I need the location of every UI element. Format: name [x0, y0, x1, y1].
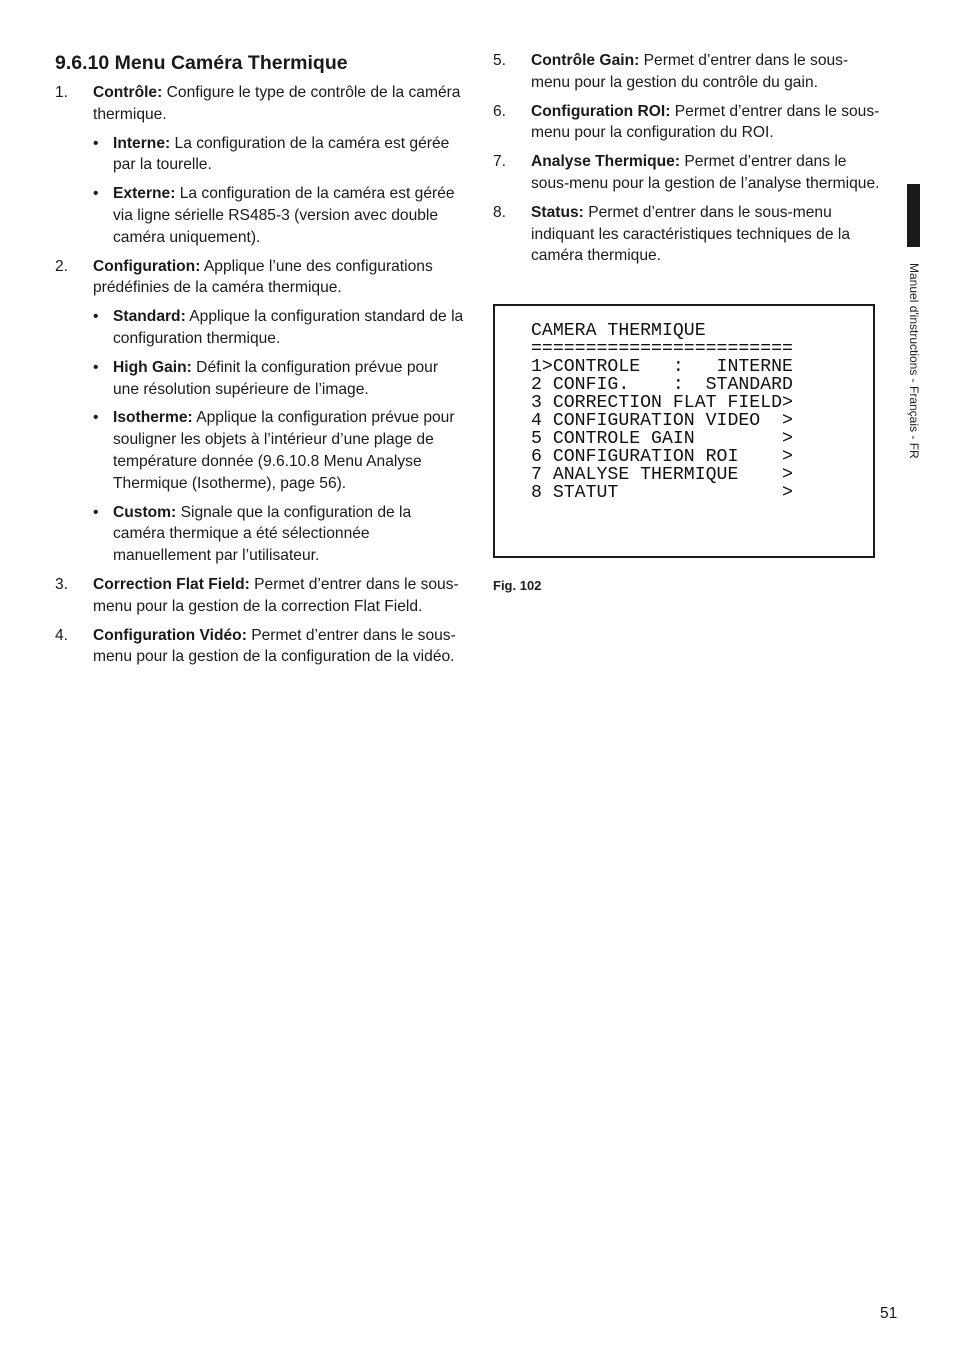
item-number: 5. [493, 52, 507, 69]
item-label: Contrôle Gain: [531, 52, 640, 69]
list-item-configuration-roi [493, 101, 883, 145]
config-sublist [93, 306, 465, 567]
screen-line: 4 CONFIGURATION VIDEO > [531, 411, 793, 431]
bullet-label: Isotherme: [113, 409, 193, 427]
osd-menu-screen [493, 304, 875, 558]
screen-separator: ======================== [531, 339, 793, 359]
item-number: 2. [55, 257, 69, 275]
item-number: 7. [493, 153, 507, 171]
page-number: 51 [880, 1305, 898, 1322]
screen-line: 1>CONTROLE : INTERNE [531, 357, 793, 377]
side-tab-marker [907, 184, 920, 247]
item-text: Permet d’entrer dans le sous-menu pour la gestion de la configuration de la vidéo. [93, 626, 456, 666]
item-text: Permet d’entrer dans le sous-menu pour la gestion du contrôle du gain. [531, 52, 849, 91]
list-item-controle-gain [493, 50, 883, 94]
bullet-label: Interne: [113, 134, 171, 152]
screen-line: 6 CONFIGURATION ROI > [531, 447, 793, 467]
bullet-icon: • [93, 503, 99, 521]
bullet-label: Standard: [113, 308, 186, 326]
list-item-controle [55, 82, 465, 249]
bullet-item [93, 502, 465, 567]
item-number: 3. [55, 575, 69, 593]
item-number: 1. [55, 84, 69, 101]
list-item-correction-flat-field [55, 574, 465, 618]
screen-title: CAMERA THERMIQUE [531, 321, 706, 341]
bullet-item [93, 357, 465, 401]
bullet-text: Signale que la configuration de la caméra thermique a été sélectionnée manuellement par l’utilisateur. [113, 503, 412, 565]
section-heading: 9.6.10 Menu Caméra Thermique [55, 52, 348, 74]
list-item-status [493, 202, 883, 267]
item-number: 6. [493, 102, 507, 120]
item-number: 4. [55, 626, 69, 644]
item-label: Configuration: [93, 257, 201, 275]
bullet-text: Applique la configuration standard de la configuration thermique. [113, 308, 464, 347]
controle-sublist [93, 133, 465, 249]
list-item-analyse-thermique [493, 151, 883, 195]
item-text: Permet d’entrer dans le sous-menu pour la gestion de la correction Flat Field. [93, 575, 459, 615]
bullet-text: La configuration de la caméra est gérée via ligne sérielle RS485-3 (version avec double caméra uniquement). [113, 185, 455, 246]
item-label: Configuration ROI: [531, 102, 671, 120]
bullet-text: La configuration de la caméra est gérée par la tourelle. [113, 134, 450, 174]
item-label: Status: [531, 203, 584, 221]
bullet-item [93, 407, 465, 494]
bullet-icon: • [93, 308, 99, 326]
side-label: Manuel d'instructions - Français - FR [907, 263, 921, 459]
item-text: Permet d’entrer dans le sous-menu pour la configuration du ROI. [531, 102, 880, 142]
bullet-icon: • [93, 185, 99, 203]
item-label: Configuration Vidéo: [93, 626, 247, 644]
screen-line: 7 ANALYSE THERMIQUE > [531, 465, 793, 485]
list-item-configuration-video [55, 625, 465, 669]
screen-line: 5 CONTROLE GAIN > [531, 429, 793, 449]
bullet-text: Définit la configuration prévue pour une résolution supérieure de l’image. [113, 358, 439, 398]
right-column [493, 50, 883, 274]
bullet-label: Externe: [113, 185, 176, 203]
bullet-item [93, 133, 465, 177]
bullet-item [93, 183, 465, 248]
screen-line: 8 STATUT > [531, 483, 793, 503]
item-number: 8. [493, 203, 507, 221]
item-text: Applique l’une des configurations prédéfinies de la caméra thermique. [93, 257, 433, 297]
bullet-icon: • [93, 358, 99, 376]
item-text: Permet d’entrer dans le sous-menu pour la gestion de l’analyse thermique. [531, 153, 880, 192]
item-text: Configure le type de contrôle de la caméra thermique. [93, 84, 461, 123]
bullet-text: Applique la configuration prévue pour souligner les objets à l’intérieur d’une plage de température donnée (9.6.10.8 Menu Analyse Thermique (Isotherme), page 56). [113, 409, 455, 492]
item-label: Contrôle: [93, 84, 163, 101]
item-label: Correction Flat Field: [93, 575, 250, 593]
bullet-icon: • [93, 134, 99, 152]
figure-caption: Fig. 102 [493, 578, 542, 593]
item-label: Analyse Thermique: [531, 153, 681, 171]
bullet-label: High Gain: [113, 358, 192, 376]
screen-line: 2 CONFIG. : STANDARD [531, 375, 793, 395]
left-column [55, 50, 465, 675]
list-item-configuration [55, 256, 465, 567]
bullet-item [93, 306, 465, 350]
screen-line: 3 CORRECTION FLAT FIELD> [531, 393, 793, 413]
item-text: Permet d’entrer dans le sous-menu indiquant les caractéristiques techniques de la caméra thermique. [531, 203, 851, 265]
bullet-label: Custom: [113, 503, 177, 521]
bullet-icon: • [93, 409, 99, 427]
